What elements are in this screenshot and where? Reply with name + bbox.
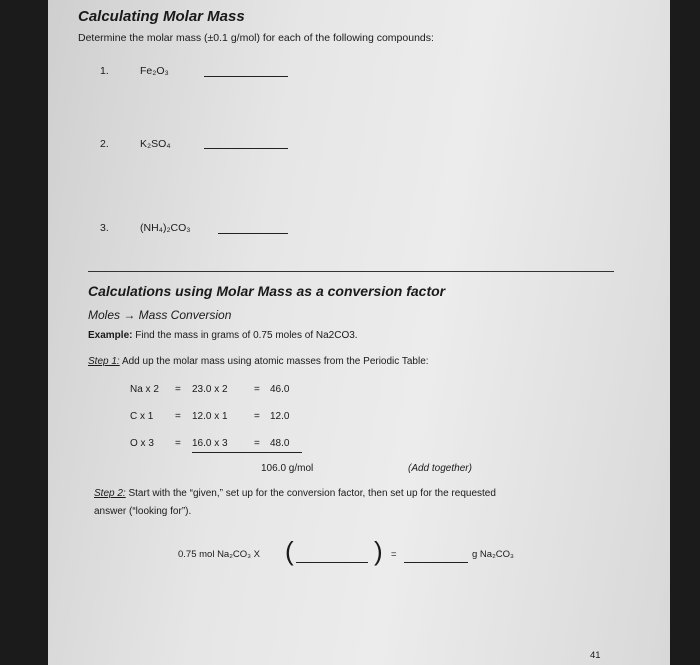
molar-mass-total: 106.0 g/mol [261, 463, 314, 474]
answer-blank[interactable] [218, 233, 288, 234]
step1-line [88, 356, 429, 367]
step1-label: Step 1: [88, 356, 120, 367]
sum-line [192, 452, 302, 453]
example-text: Find the mass in grams of 0.75 moles of Na2CO3. [135, 330, 358, 341]
close-paren: ) [374, 536, 383, 566]
example-line [88, 330, 358, 341]
calc-element: C x 1 [130, 411, 154, 422]
calc-result: 12.0 [270, 411, 290, 422]
compound-number: 1. [100, 65, 109, 77]
instructions: Determine the molar mass (±0.1 g/mol) for each of the following compounds: [78, 32, 434, 44]
calc-expression: 23.0 x 2 [192, 384, 228, 395]
calc-result: 48.0 [270, 438, 290, 449]
calc-element: Na x 2 [130, 384, 159, 395]
calc-expression: 16.0 x 3 [192, 438, 228, 449]
conversion-unit: g Na₂CO₃ [472, 549, 514, 560]
compound-number: 3. [100, 222, 109, 234]
calc-expression: 12.0 x 1 [192, 411, 228, 422]
calc-equals: = [175, 411, 181, 422]
calc-equals: = [254, 411, 260, 422]
calc-equals: = [254, 384, 260, 395]
step2-text: Start with the “given,” set up for the conversion factor, then set up for the requested [128, 488, 496, 499]
step1-text: Add up the molar mass using atomic masses from the Periodic Table: [121, 356, 429, 367]
step2-text-continued: answer (“looking for”). [94, 506, 192, 517]
answer-blank[interactable] [204, 148, 288, 149]
section-title: Calculations using Molar Mass as a conversion factor [88, 283, 446, 299]
calc-element: O x 3 [130, 438, 154, 449]
calc-equals: = [254, 438, 260, 449]
compound-number: 2. [100, 138, 109, 150]
page-title: Calculating Molar Mass [78, 8, 245, 25]
section-subtitle: Moles → Mass Conversion [88, 308, 232, 322]
compound-formula: Fe₂O₃ [140, 65, 169, 77]
step2-line [94, 488, 496, 499]
open-paren: ( [285, 536, 294, 566]
step2-label: Step 2: [94, 488, 126, 499]
compound-formula: (NH₄)₂CO₃ [140, 222, 191, 234]
calc-result: 46.0 [270, 384, 290, 395]
section-divider [88, 271, 614, 272]
conversion-given: 0.75 mol Na₂CO₃ X [178, 549, 261, 560]
conversion-factor-blank[interactable] [296, 562, 368, 563]
answer-blank[interactable] [404, 562, 468, 563]
conversion-equals: = [391, 549, 397, 560]
calc-equals: = [175, 384, 181, 395]
answer-blank[interactable] [204, 76, 288, 77]
page-number: 41 [590, 650, 601, 661]
total-note: (Add together) [408, 463, 472, 474]
compound-formula: K₂SO₄ [140, 138, 171, 150]
example-label: Example: [88, 330, 133, 341]
calc-equals: = [175, 438, 181, 449]
